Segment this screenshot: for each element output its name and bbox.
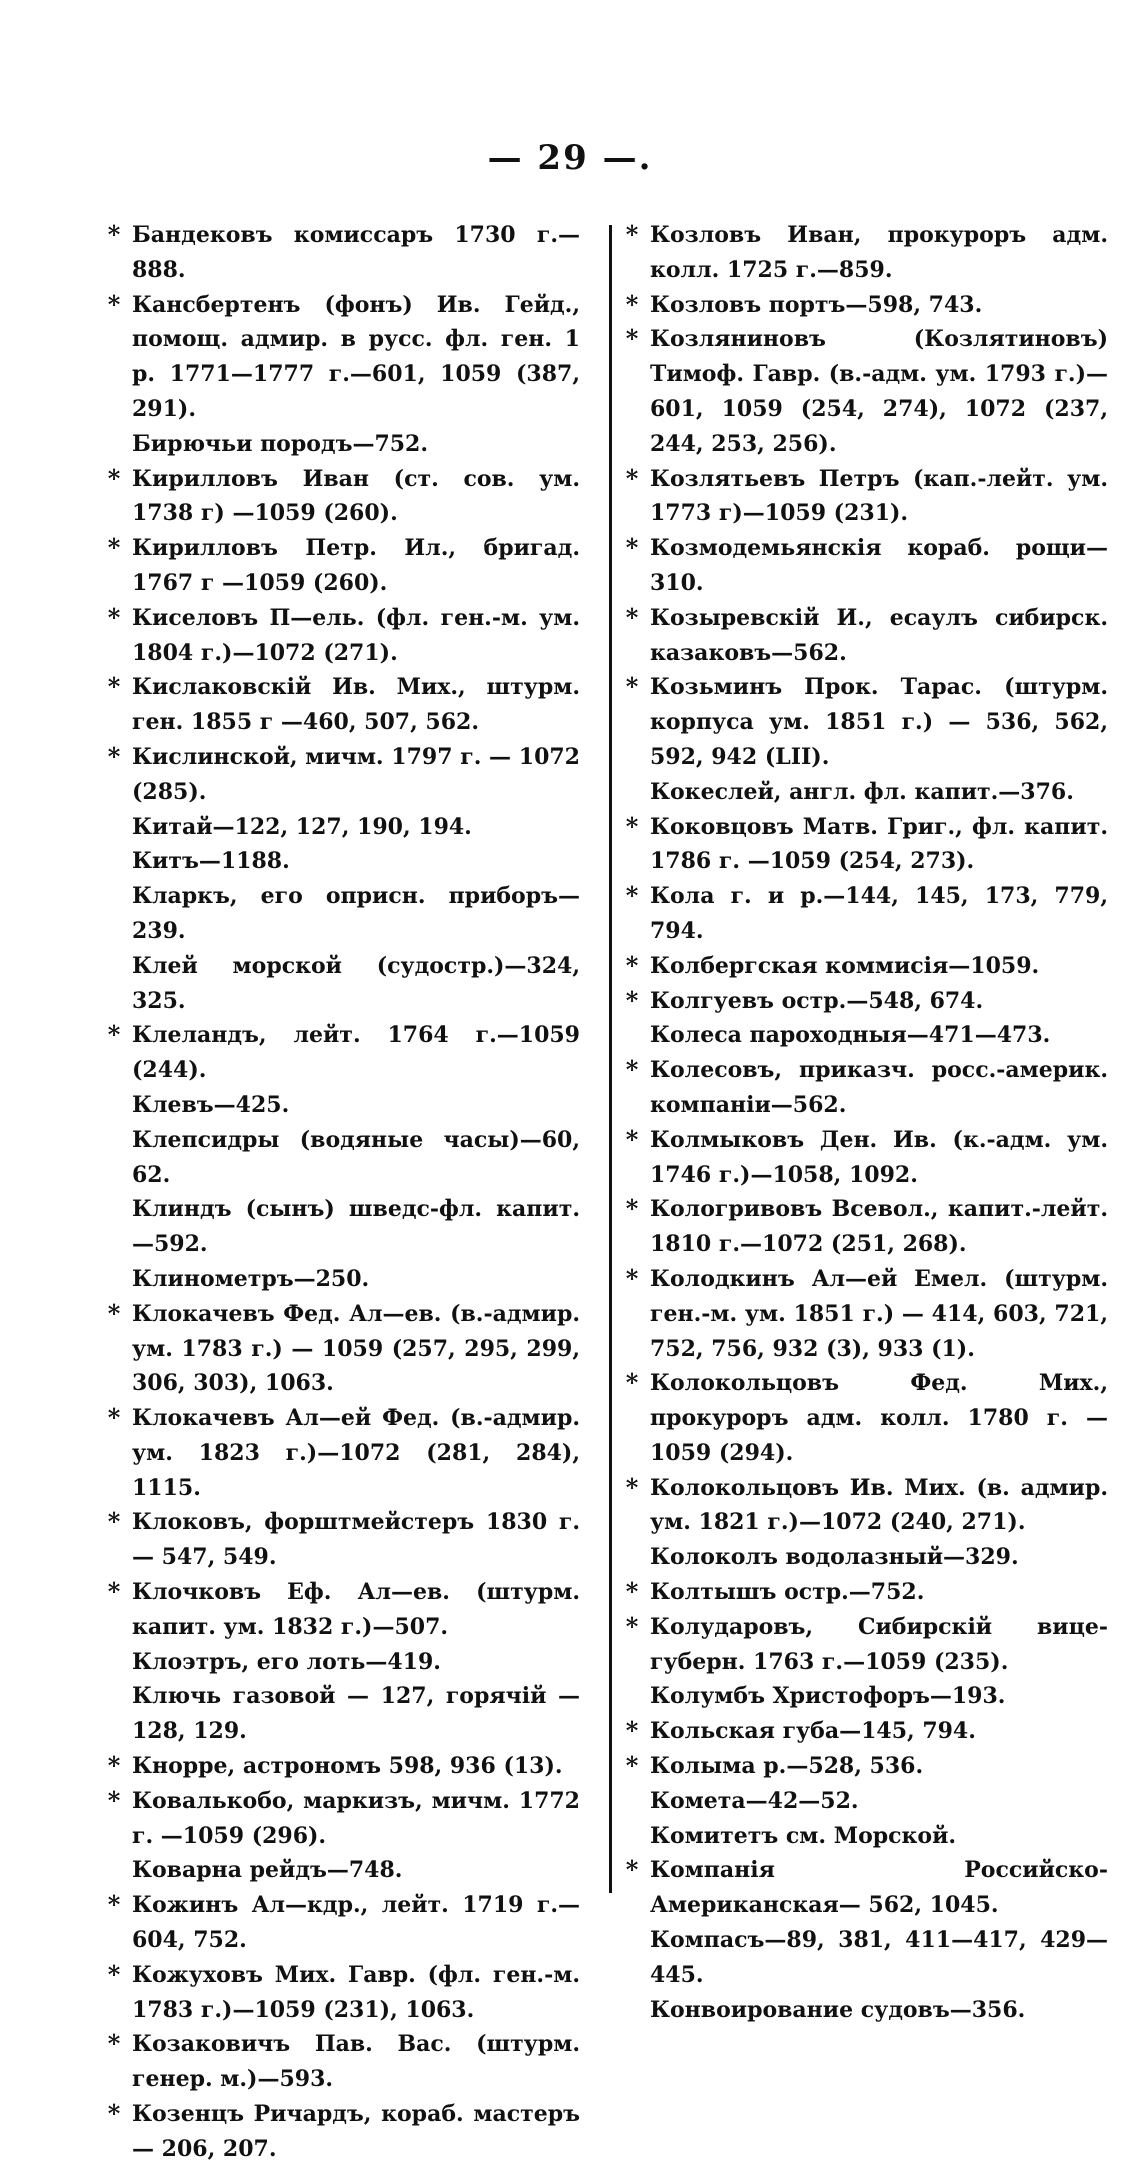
index-entry bbox=[622, 1923, 1108, 1993]
asterisk-icon: * bbox=[625, 1855, 639, 1885]
index-entry-text: Коковцовъ Матв. Григ., фл. капит. 1786 г. —1059 (254, 273). bbox=[650, 813, 1108, 875]
index-entry bbox=[622, 1262, 1108, 1366]
index-entry-text: Бирючьи породъ—752. bbox=[132, 430, 429, 457]
index-entry-text: Козлятьевъ Петръ (кап.-лейт. ум. 1773 г)—1059 (231). bbox=[650, 465, 1108, 527]
asterisk-icon: * bbox=[107, 533, 121, 563]
index-entry-text: Китай—122, 127, 190, 194. bbox=[132, 813, 472, 840]
index-entry-text: Кологривовъ Всевол., капит.-лейт. 1810 г.—1072 (251, 268). bbox=[650, 1196, 1108, 1258]
index-entry-text: Клей морской (судостр.)—324, 325. bbox=[132, 952, 580, 1014]
index-entry-text: Кирилловъ Иван (ст. сов. ум. 1738 г) —1059 (260). bbox=[132, 465, 580, 527]
index-entry-text: Клоковъ, форштмейстеръ 1830 г. — 547, 549. bbox=[132, 1509, 580, 1571]
index-entry bbox=[622, 810, 1108, 880]
index-entry-text: Клепсидры (водяные часы)—60, 62. bbox=[132, 1126, 580, 1188]
index-entry bbox=[622, 1575, 1108, 1610]
index-entry-text: Колоколъ водолазный—329. bbox=[650, 1544, 1019, 1571]
index-entry bbox=[104, 1088, 580, 1123]
asterisk-icon: * bbox=[107, 1959, 121, 1989]
index-entry-text: Колмыковъ Ден. Ив. (к.-адм. ум. 1746 г.)—1058, 1092. bbox=[650, 1126, 1108, 1188]
index-entry-text: Кола г. и р.—144, 145, 173, 779, 794. bbox=[650, 883, 1108, 944]
index-entry-text: Клиндъ (сынъ) шведс-фл. капит.—592. bbox=[132, 1196, 580, 1258]
asterisk-icon: * bbox=[625, 1263, 639, 1293]
index-entry-text: Кнорре, астрономъ 598, 936 (13). bbox=[132, 1753, 563, 1780]
asterisk-icon: * bbox=[107, 1298, 121, 1328]
index-entry-text: Козловъ портъ—598, 743. bbox=[650, 291, 983, 318]
index-entry-text: Кожуховъ Мих. Гавр. (фл. ген.-м. 1783 г.)—1059 (231), 1063. bbox=[132, 1961, 580, 2023]
index-entry-text: Колтышъ остр.—752. bbox=[650, 1579, 925, 1606]
index-entry-text: Козловъ Иван, прокуроръ адм. колл. 1725 г.—859. bbox=[650, 222, 1108, 283]
index-entry-text: Клокачевъ Ал—ей Фед. (в.-адмир. ум. 1823 г.)—1072 (281, 284), 1115. bbox=[132, 1405, 580, 1501]
index-entry bbox=[104, 288, 580, 427]
index-entry bbox=[104, 879, 580, 949]
asterisk-icon: * bbox=[625, 289, 639, 319]
index-entry bbox=[104, 1784, 580, 1854]
index-entry bbox=[104, 844, 580, 879]
asterisk-icon: * bbox=[107, 220, 121, 249]
page-number: — 29 —. bbox=[487, 138, 653, 178]
index-entry-text: Ключь газовой — 127, горячій — 128, 129. bbox=[132, 1683, 580, 1745]
index-entry-text: Клинометръ—250. bbox=[132, 1265, 370, 1292]
index-entry bbox=[104, 1262, 580, 1297]
index-entry-text: Клочковъ Еф. Ал—ев. (штурм. капит. ум. 1832 г.)—507. bbox=[132, 1579, 580, 1640]
index-entry-text: Компасъ—89, 381, 411—417, 429— 445. bbox=[650, 1927, 1108, 1988]
asterisk-icon: * bbox=[107, 289, 121, 319]
index-entry-text: Компанія Российско-Американская— 562, 1045. bbox=[650, 1857, 1108, 1919]
index-entry bbox=[622, 1610, 1108, 1680]
asterisk-icon: * bbox=[107, 2029, 121, 2059]
index-entry bbox=[622, 1018, 1108, 1053]
index-entry bbox=[104, 1853, 580, 1888]
index-entry bbox=[622, 1366, 1108, 1470]
index-entry-text: Комета—42—52. bbox=[650, 1787, 859, 1814]
index-entry bbox=[104, 531, 580, 601]
index-entry-text: Клевъ—425. bbox=[132, 1091, 290, 1118]
index-entry-text: Козаковичъ Пав. Вас. (штурм. генер. м.)—593. bbox=[132, 2031, 580, 2093]
right-column bbox=[622, 218, 1108, 2027]
asterisk-icon: * bbox=[625, 1716, 639, 1746]
index-entry bbox=[104, 1192, 580, 1262]
index-entry bbox=[622, 1192, 1108, 1262]
asterisk-icon: * bbox=[625, 811, 639, 841]
asterisk-icon: * bbox=[107, 741, 121, 771]
asterisk-icon: * bbox=[625, 881, 639, 911]
asterisk-icon: * bbox=[625, 1368, 639, 1398]
index-entry bbox=[104, 1297, 580, 1401]
asterisk-icon: * bbox=[107, 1020, 121, 1050]
left-column bbox=[104, 218, 580, 2167]
index-entry bbox=[104, 670, 580, 740]
index-entry bbox=[104, 2027, 580, 2097]
index-entry bbox=[622, 775, 1108, 810]
asterisk-icon: * bbox=[625, 1577, 639, 1607]
index-entry-text: Киселовъ П—ель. (фл. ген.-м. ум. 1804 г.)—1072 (271). bbox=[132, 604, 580, 666]
index-entry-text: Козляниновъ (Козлятиновъ) Тимоф. Гавр. (в.-адм. ум. 1793 г.)—601, 1059 (254, 274), 1072 (237, 244, 253, 256). bbox=[650, 326, 1108, 457]
index-entry-text: Ковалькобо, маркизъ, мичм. 1772 г. —1059 (296). bbox=[132, 1787, 580, 1849]
index-entry bbox=[622, 1053, 1108, 1123]
index-entry bbox=[622, 1853, 1108, 1923]
index-entry bbox=[622, 1123, 1108, 1193]
index-entry-text: Колыма р.—528, 536. bbox=[650, 1753, 924, 1780]
asterisk-icon: * bbox=[107, 1890, 121, 1920]
index-entry-text: Кларкъ, его оприсн. приборъ—239. bbox=[132, 883, 580, 944]
index-entry-text: Кожинъ Ал—кдр., лейт. 1719 г.— 604, 752. bbox=[132, 1892, 580, 1954]
index-entry-text: Клеландъ, лейт. 1764 г.—1059 (244). bbox=[132, 1022, 580, 1084]
index-entry bbox=[622, 1784, 1108, 1819]
asterisk-icon: * bbox=[625, 1472, 639, 1502]
index-entry bbox=[104, 218, 580, 288]
index-entry bbox=[622, 462, 1108, 532]
index-entry bbox=[622, 1471, 1108, 1541]
index-entry bbox=[104, 949, 580, 1019]
index-entry-text: Колумбъ Христофоръ—193. bbox=[650, 1683, 1006, 1710]
index-entry-text: Колесовъ, приказч. росс.-америк. компаніи—562. bbox=[650, 1057, 1108, 1118]
index-entry-text: Колодкинъ Ал—ей Емел. (штурм. ген.-м. ум. 1851 г.) — 414, 603, 721, 752, 756, 932 (3), 933 (1). bbox=[650, 1265, 1108, 1362]
index-entry bbox=[622, 218, 1108, 288]
index-entry bbox=[622, 1714, 1108, 1749]
index-entry bbox=[622, 879, 1108, 949]
asterisk-icon: * bbox=[625, 324, 639, 354]
index-entry bbox=[622, 1749, 1108, 1784]
index-entry bbox=[104, 462, 580, 532]
index-entry bbox=[622, 949, 1108, 984]
index-entry bbox=[622, 601, 1108, 671]
index-entry bbox=[104, 2097, 580, 2167]
asterisk-icon: * bbox=[107, 2099, 121, 2129]
index-entry bbox=[104, 810, 580, 845]
index-entry bbox=[622, 1540, 1108, 1575]
index-entry-text: Клоэтръ, его лоть—419. bbox=[132, 1648, 441, 1675]
index-entry-text: Коварна рейдъ—748. bbox=[132, 1857, 403, 1884]
asterisk-icon: * bbox=[625, 985, 639, 1015]
index-entry-text: Конвоирование судовъ—356. bbox=[650, 1996, 1026, 2023]
index-entry bbox=[104, 1575, 580, 1645]
asterisk-icon: * bbox=[625, 1124, 639, 1154]
index-entry-text: Клокачевъ Фед. Ал—ев. (в.-адмир. ум. 1783 г.) — 1059 (257, 295, 299, 306, 303), 1063. bbox=[132, 1300, 580, 1397]
index-entry-text: Козмодемьянскія кораб. рощи—310. bbox=[650, 535, 1108, 596]
index-entry-text: Кислинской, мичм. 1797 г. — 1072 (285). bbox=[132, 743, 580, 805]
index-entry bbox=[104, 1888, 580, 1958]
index-entry-text: Колгуевъ остр.—548, 674. bbox=[650, 987, 984, 1014]
index-entry bbox=[104, 427, 580, 462]
asterisk-icon: * bbox=[625, 950, 639, 980]
index-entry bbox=[104, 1749, 580, 1784]
index-entry-text: Козьминъ Прок. Тарас. (штурм. корпуса ум. 1851 г.) — 536, 562, 592, 942 (LII). bbox=[650, 674, 1108, 770]
asterisk-icon: * bbox=[625, 463, 639, 493]
index-entry bbox=[104, 1679, 580, 1749]
index-entry-text: Кирилловъ Петр. Ил., бригад. 1767 г —1059 (260). bbox=[132, 535, 580, 596]
index-entry-text: Кансбертенъ (фонъ) Ив. Гейд., помощ. адмир. в русс. фл. ген. 1 р. 1771—1777 г.—601, 1059 (387, 291). bbox=[132, 291, 580, 422]
asterisk-icon: * bbox=[625, 672, 639, 702]
index-entry-text: Кольская губа—145, 794. bbox=[650, 1718, 976, 1745]
index-entry bbox=[622, 1819, 1108, 1854]
asterisk-icon: * bbox=[625, 1611, 639, 1641]
asterisk-icon: * bbox=[107, 463, 121, 493]
asterisk-icon: * bbox=[107, 1785, 121, 1815]
index-entry bbox=[104, 1123, 580, 1193]
index-entry-text: Колокольцовъ Фед. Мих., прокуроръ адм. колл. 1780 г. —1059 (294). bbox=[650, 1370, 1108, 1466]
index-entry bbox=[622, 322, 1108, 461]
index-entry-text: Кокеслей, англ. фл. капит.—376. bbox=[650, 778, 1074, 805]
index-entry bbox=[104, 740, 580, 810]
index-entry bbox=[622, 1679, 1108, 1714]
index-entry bbox=[622, 984, 1108, 1019]
index-entry bbox=[622, 1993, 1108, 2028]
asterisk-icon: * bbox=[107, 1507, 121, 1537]
index-entry bbox=[104, 1018, 580, 1088]
index-entry-text: Колударовъ, Сибирскій вице-губерн. 1763 г.—1059 (235). bbox=[650, 1613, 1108, 1675]
asterisk-icon: * bbox=[107, 672, 121, 702]
index-entry bbox=[104, 1645, 580, 1680]
asterisk-icon: * bbox=[625, 533, 639, 563]
index-entry bbox=[622, 288, 1108, 323]
column-divider bbox=[609, 225, 612, 1893]
asterisk-icon: * bbox=[625, 602, 639, 632]
asterisk-icon: * bbox=[107, 1403, 121, 1433]
index-entry bbox=[104, 1958, 580, 2028]
asterisk-icon: * bbox=[625, 1055, 639, 1085]
asterisk-icon: * bbox=[625, 220, 639, 249]
index-entry-text: Колокольцовъ Ив. Мих. (в. адмир. ум. 1821 г.)—1072 (240, 271). bbox=[650, 1474, 1108, 1536]
index-entry-text: Бандековъ комиссаръ 1730 г.—888. bbox=[132, 222, 580, 283]
index-entry bbox=[622, 670, 1108, 774]
index-entry-text: Колбергская коммисія—1059. bbox=[650, 952, 1040, 979]
asterisk-icon: * bbox=[107, 602, 121, 632]
index-entry-text: Козыревскій И., есаулъ сибирск. казаковъ—562. bbox=[650, 604, 1108, 666]
asterisk-icon: * bbox=[625, 1751, 639, 1781]
asterisk-icon: * bbox=[107, 1577, 121, 1607]
asterisk-icon: * bbox=[625, 1194, 639, 1224]
index-entry-text: Кислаковскій Ив. Мих., штурм. ген. 1855 г —460, 507, 562. bbox=[132, 674, 580, 736]
index-entry-text: Колеса пароходныя—471—473. bbox=[650, 1022, 1051, 1049]
asterisk-icon: * bbox=[107, 1751, 121, 1781]
index-entry bbox=[104, 1401, 580, 1505]
index-entry bbox=[104, 1505, 580, 1575]
index-entry-text: Китъ—1188. bbox=[132, 848, 290, 875]
index-entry bbox=[104, 601, 580, 671]
index-entry bbox=[622, 531, 1108, 601]
index-entry-text: Комитетъ см. Морской. bbox=[650, 1822, 957, 1849]
index-entry-text: Козенцъ Ричардъ, кораб. мастеръ— 206, 207. bbox=[132, 2101, 580, 2162]
